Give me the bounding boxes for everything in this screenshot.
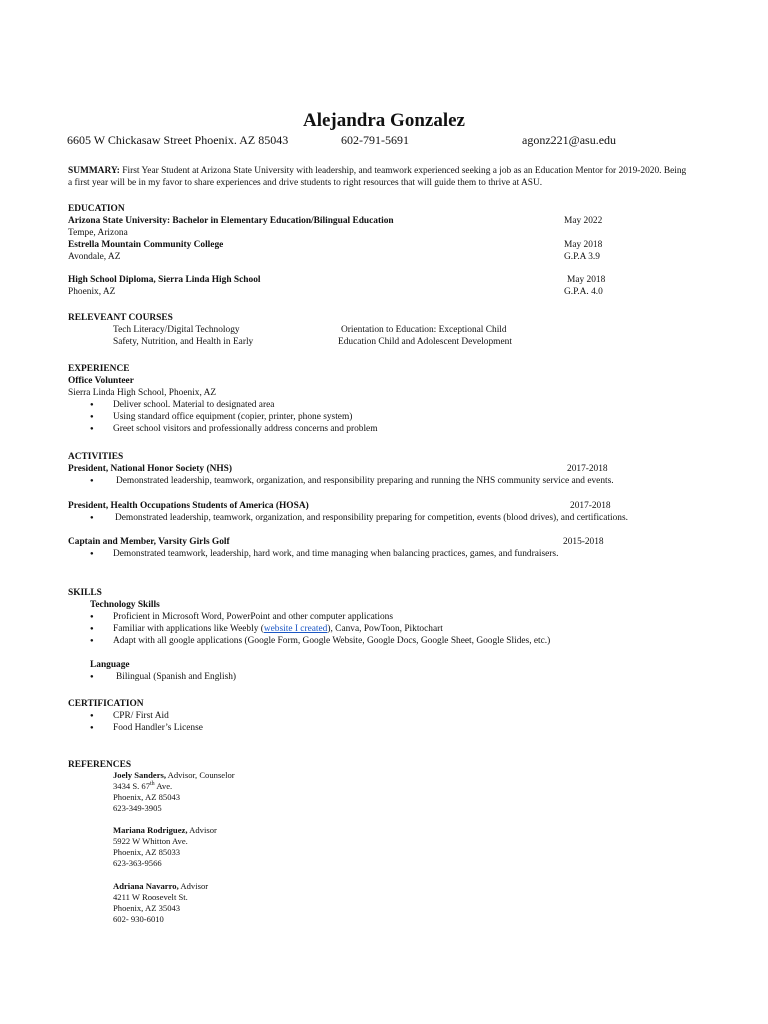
- reference-entry: [113, 825, 217, 869]
- activity-years: 2015-2018: [563, 537, 604, 547]
- reference-city: Phoenix, AZ 85043: [113, 792, 181, 802]
- experience-bullet: ● Greet school visitors and professionally address concerns and problem: [68, 423, 708, 435]
- reference-phone: 602- 930-6010: [113, 914, 164, 924]
- reference-role: Advisor: [187, 825, 217, 835]
- activity-bullet: ● Demonstrated leadership, teamwork, organization, and responsibility preparing for competition, events (blood drives), and certifications.: [68, 512, 708, 524]
- activity-years: 2017-2018: [570, 501, 611, 511]
- reference-street: 5922 W Whitton Ave.: [113, 836, 188, 846]
- reference-name: Adriana Navarro,: [113, 881, 179, 891]
- certification-section: [68, 698, 708, 734]
- summary-text: First Year Student at Arizona State University with leadership, and teamwork experienced seeking a job as an Education Mentor for 2019-2020. Being a first year will be in my favor to share experiences and drive students to right resources that will guide them to thrive at ASU.: [68, 166, 687, 188]
- candidate-name: Alejandra Gonzalez: [302, 110, 465, 131]
- reference-street: 4211 W Roosevelt St.: [113, 892, 188, 902]
- education-gpa: G.P.A. 4.0: [564, 287, 603, 297]
- reference-name: Mariana Rodriguez,: [113, 825, 188, 835]
- education-heading: EDUCATION: [68, 204, 125, 214]
- skill-bullet: ● Proficient in Microsoft Word, PowerPoint and other computer applications: [68, 611, 708, 623]
- reference-entry: [113, 881, 208, 925]
- language-bullet: ● Bilingual (Spanish and English): [68, 671, 708, 683]
- summary-section: [68, 165, 690, 189]
- phone-number: 602-791-5691: [341, 133, 409, 147]
- skills-section: [68, 587, 708, 683]
- certification-item: ● Food Handler’s License: [68, 722, 708, 734]
- education-location: Phoenix, AZ: [68, 287, 116, 297]
- education-school: Estrella Mountain Community College: [68, 240, 224, 250]
- course-item: Tech Literacy/Digital Technology: [113, 325, 240, 335]
- reference-role: Advisor, Counselor: [166, 770, 235, 780]
- activities-section: [68, 451, 708, 560]
- experience-bullet: ● Deliver school. Material to designated area: [68, 399, 708, 411]
- certification-item: ● CPR/ First Aid: [68, 710, 708, 722]
- reference-city: Phoenix, AZ 35043: [113, 903, 181, 913]
- course-item: Orientation to Education: Exceptional Child: [341, 325, 507, 335]
- reference-role: Advisor: [178, 881, 209, 891]
- activity-title: President, National Honor Society (NHS): [68, 464, 232, 474]
- reference-phone: 623-349-3905: [113, 803, 162, 813]
- course-item: Safety, Nutrition, and Health in Early: [113, 337, 254, 347]
- weebly-website-link[interactable]: website I created: [263, 624, 328, 634]
- education-location: Avondale, AZ: [68, 252, 121, 262]
- tech-skills-heading: Technology Skills: [90, 600, 160, 610]
- experience-bullet: ● Using standard office equipment (copier, printer, phone system): [68, 411, 708, 423]
- reference-street: 3434 S. 67th Ave.: [113, 781, 173, 791]
- reference-name: Joely Sanders,: [113, 770, 166, 780]
- experience-section: [68, 363, 708, 435]
- education-school: High School Diploma, Sierra Linda High School: [68, 275, 261, 285]
- courses-section: [68, 312, 708, 348]
- language-heading: Language: [90, 660, 130, 670]
- summary-label: SUMMARY:: [68, 166, 120, 176]
- skill-bullet: ● Familiar with applications like Weebly (website I created), Canva, PowToon, Piktochart: [68, 623, 708, 635]
- email-address: agonz221@asu.edu: [522, 133, 617, 147]
- reference-entry: [113, 770, 235, 814]
- course-item: Education Child and Adolescent Development: [338, 337, 512, 347]
- activity-years: 2017-2018: [567, 464, 608, 474]
- activity-title: President, Health Occupations Students of America (HOSA): [68, 501, 309, 511]
- education-date: May 2022: [564, 216, 603, 226]
- activities-heading: ACTIVITIES: [68, 452, 124, 462]
- education-date: May 2018: [567, 275, 606, 285]
- education-date: May 2018: [564, 240, 603, 250]
- certification-heading: CERTIFICATION: [68, 699, 144, 709]
- education-school: Arizona State University: Bachelor in Elementary Education/Bilingual Education: [68, 216, 394, 226]
- experience-title: Office Volunteer: [68, 376, 134, 386]
- references-heading: REFERENCES: [68, 760, 132, 770]
- experience-heading: EXPERIENCE: [68, 364, 130, 374]
- education-section: [68, 203, 708, 298]
- skill-bullet: ● Adapt with all google applications (Google Form, Google Website, Google Docs, Google Sheet, Google Slides, etc.): [68, 635, 708, 647]
- skills-heading: SKILLS: [68, 588, 102, 598]
- reference-phone: 623-363-9566: [113, 858, 162, 868]
- experience-place: Sierra Linda High School, Phoenix, AZ: [68, 388, 217, 398]
- education-gpa: G.P.A 3.9: [564, 252, 600, 262]
- activity-bullet: ● Demonstrated leadership, teamwork, organization, and responsibility preparing and running the NHS community service and events.: [68, 475, 708, 487]
- courses-heading: RELEVEANT COURSES: [68, 313, 173, 323]
- education-location: Tempe, Arizona: [68, 228, 128, 238]
- reference-city: Phoenix, AZ 85033: [113, 847, 181, 857]
- activity-title: Captain and Member, Varsity Girls Golf: [68, 537, 230, 547]
- activity-bullet: ● Demonstrated teamwork, leadership, hard work, and time managing when balancing practices, games, and fundraisers.: [68, 548, 708, 560]
- address: 6605 W Chickasaw Street Phoenix. AZ 85043: [67, 133, 289, 147]
